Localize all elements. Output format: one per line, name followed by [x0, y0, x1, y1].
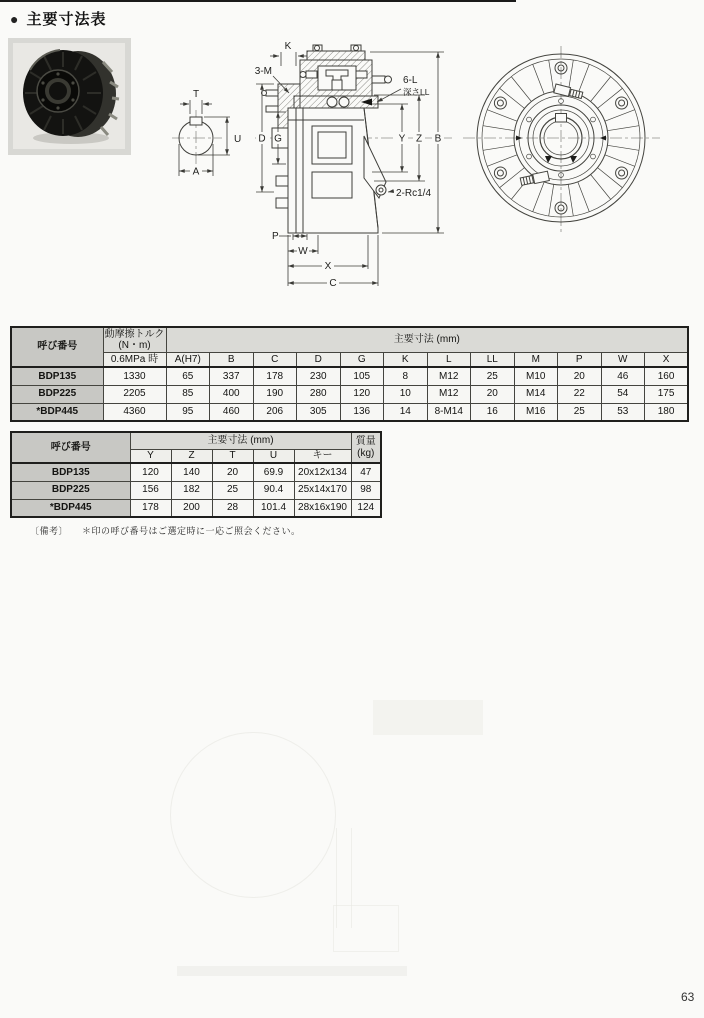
page-number: 63 [681, 990, 695, 1004]
col-subheader: LL [471, 352, 515, 367]
table-cell: 175 [645, 385, 689, 403]
model-cell: BDP225 [11, 385, 103, 403]
page-showthrough-textband [177, 966, 407, 976]
torque-header-line2: (N・m) [118, 339, 151, 351]
dim-label-k: K [284, 41, 292, 52]
col-subheader: T [212, 449, 253, 463]
air-fitting-top [554, 84, 583, 100]
col-header-torque [103, 327, 166, 352]
col-subheader: M [514, 352, 558, 367]
dim-label-x: X [324, 261, 332, 272]
table-cell: 178 [253, 367, 297, 385]
dim-label-6l-depth: 深さLL [403, 87, 430, 97]
dim-label-u: U [234, 134, 242, 145]
remarks-note [30, 524, 301, 537]
table-cell: 200 [171, 499, 212, 517]
remarks-label: 〔備考〕 [30, 526, 69, 536]
table-cell: 140 [171, 463, 212, 481]
page-showthrough-circle [170, 732, 336, 898]
table-cell: 182 [171, 481, 212, 499]
model-cell: BDP225 [11, 481, 130, 499]
dimensions-table-secondary [10, 431, 382, 518]
table-cell: 46 [601, 367, 645, 385]
table-row [11, 385, 688, 403]
table-cell: 120 [130, 463, 171, 481]
table-cell: 337 [210, 367, 254, 385]
table-cell: 2205 [103, 385, 166, 403]
table-cell: 160 [645, 367, 689, 385]
table-cell: 20 [471, 385, 515, 403]
table-cell: 156 [130, 481, 171, 499]
table-cell: 124 [351, 499, 381, 517]
dim-label-p: P [272, 231, 279, 242]
col-header-model: 呼び番号 [11, 432, 130, 463]
table-cell: 25 [471, 367, 515, 385]
col-subheader: P [558, 352, 602, 367]
col-subheader: Y [130, 449, 171, 463]
torque-header-line1: 動摩擦トルク [104, 328, 165, 340]
table-cell: 460 [210, 403, 254, 421]
mass-header-line2: (kg) [357, 447, 375, 459]
dim-label-t: T [192, 89, 200, 100]
table-cell: 16 [471, 403, 515, 421]
dim-label-3m: 3-M [254, 66, 272, 77]
remarks-text: ＊印の呼び番号はご選定時に一応ご照会ください。 [82, 526, 301, 536]
dim-label-y: Y [398, 133, 406, 145]
table-cell: 180 [645, 403, 689, 421]
table-cell: 85 [166, 385, 210, 403]
col-header-model: 呼び番号 [11, 327, 103, 367]
front-view-drawing [460, 40, 700, 260]
col-subheader: C [253, 352, 297, 367]
dim-label-g: G [274, 133, 282, 145]
table-cell: 90.4 [253, 481, 294, 499]
table-cell: 25 [212, 481, 253, 499]
col-subheader: L [427, 352, 471, 367]
col-subheader: G [340, 352, 384, 367]
table-row [11, 403, 688, 421]
dim-label-6l: 6-L [403, 75, 418, 86]
table-cell: 8-M14 [427, 403, 471, 421]
col-subheader: A(H7) [166, 352, 210, 367]
table-row [11, 499, 381, 517]
mass-header-line1: 質量 [355, 436, 376, 448]
table-cell: M12 [427, 385, 471, 403]
air-fitting-bottom [520, 171, 549, 186]
table-cell: 178 [130, 499, 171, 517]
table-cell: 47 [351, 463, 381, 481]
table-cell: 20x12x134 [294, 463, 351, 481]
dimensions-table-main [10, 326, 689, 422]
model-cell: *BDP445 [11, 403, 103, 421]
col-header-dimensions: 主要寸法 (mm) [130, 432, 351, 449]
model-cell: BDP135 [11, 463, 130, 481]
dim-label-w: W [298, 246, 308, 257]
col-header-dimensions: 主要寸法 (mm) [166, 327, 688, 352]
table-cell: M10 [514, 367, 558, 385]
table-cell: 20 [212, 463, 253, 481]
table-cell: 1330 [103, 367, 166, 385]
col-subheader: X [645, 352, 689, 367]
table-cell: 54 [601, 385, 645, 403]
table-row [11, 481, 381, 499]
col-header-mass [351, 432, 381, 463]
table-cell: 206 [253, 403, 297, 421]
table-cell: 8 [384, 367, 428, 385]
table-cell: 101.4 [253, 499, 294, 517]
section-title [10, 8, 106, 29]
scan-edge-strip [0, 0, 516, 2]
table-cell: 190 [253, 385, 297, 403]
col-subheader: キー [294, 449, 351, 463]
dim-label-rc: 2-Rc1/4 [396, 188, 432, 199]
col-subheader: W [601, 352, 645, 367]
shaft-section-view [172, 89, 241, 178]
table-cell: 105 [340, 367, 384, 385]
table-row [11, 463, 381, 481]
dim-label-z: Z [415, 133, 423, 145]
table-cell: 69.9 [253, 463, 294, 481]
table-cell: 120 [340, 385, 384, 403]
table-cell: 53 [601, 403, 645, 421]
table-row [11, 367, 688, 385]
table-cell: 98 [351, 481, 381, 499]
col-subheader: U [253, 449, 294, 463]
dim-label-a: A [192, 166, 200, 178]
page-showthrough-lines [336, 828, 352, 928]
product-photo-image [8, 38, 131, 155]
model-cell: BDP135 [11, 367, 103, 385]
col-subheader: K [384, 352, 428, 367]
table-cell: 4360 [103, 403, 166, 421]
page-showthrough-block [373, 700, 483, 735]
table-cell: 25x14x170 [294, 481, 351, 499]
table-cell: 28x16x190 [294, 499, 351, 517]
table-cell: 400 [210, 385, 254, 403]
section-drawing [160, 40, 460, 300]
table-cell: 25 [558, 403, 602, 421]
col-subheader-torque: 0.6MPa 時 [103, 352, 166, 367]
table-cell: 280 [297, 385, 341, 403]
section-bullet-icon: ● [10, 10, 20, 27]
table-cell: 20 [558, 367, 602, 385]
table-cell: 136 [340, 403, 384, 421]
table-cell: 230 [297, 367, 341, 385]
table-cell: 305 [297, 403, 341, 421]
product-photo [8, 38, 131, 155]
table-cell: 10 [384, 385, 428, 403]
col-subheader: B [210, 352, 254, 367]
dim-label-d: D [258, 133, 266, 145]
table-cell: 95 [166, 403, 210, 421]
table-cell: M14 [514, 385, 558, 403]
table-cell: M12 [427, 367, 471, 385]
table-cell: 22 [558, 385, 602, 403]
page-title: 主要寸法表 [26, 11, 107, 28]
table-cell: 65 [166, 367, 210, 385]
table-cell: 28 [212, 499, 253, 517]
dim-label-c: C [329, 278, 337, 289]
col-subheader: Z [171, 449, 212, 463]
table-cell: 14 [384, 403, 428, 421]
dim-label-b: B [434, 133, 442, 145]
table-cell: M16 [514, 403, 558, 421]
model-cell: *BDP445 [11, 499, 130, 517]
col-subheader: D [297, 352, 341, 367]
page-showthrough-square [333, 905, 399, 952]
